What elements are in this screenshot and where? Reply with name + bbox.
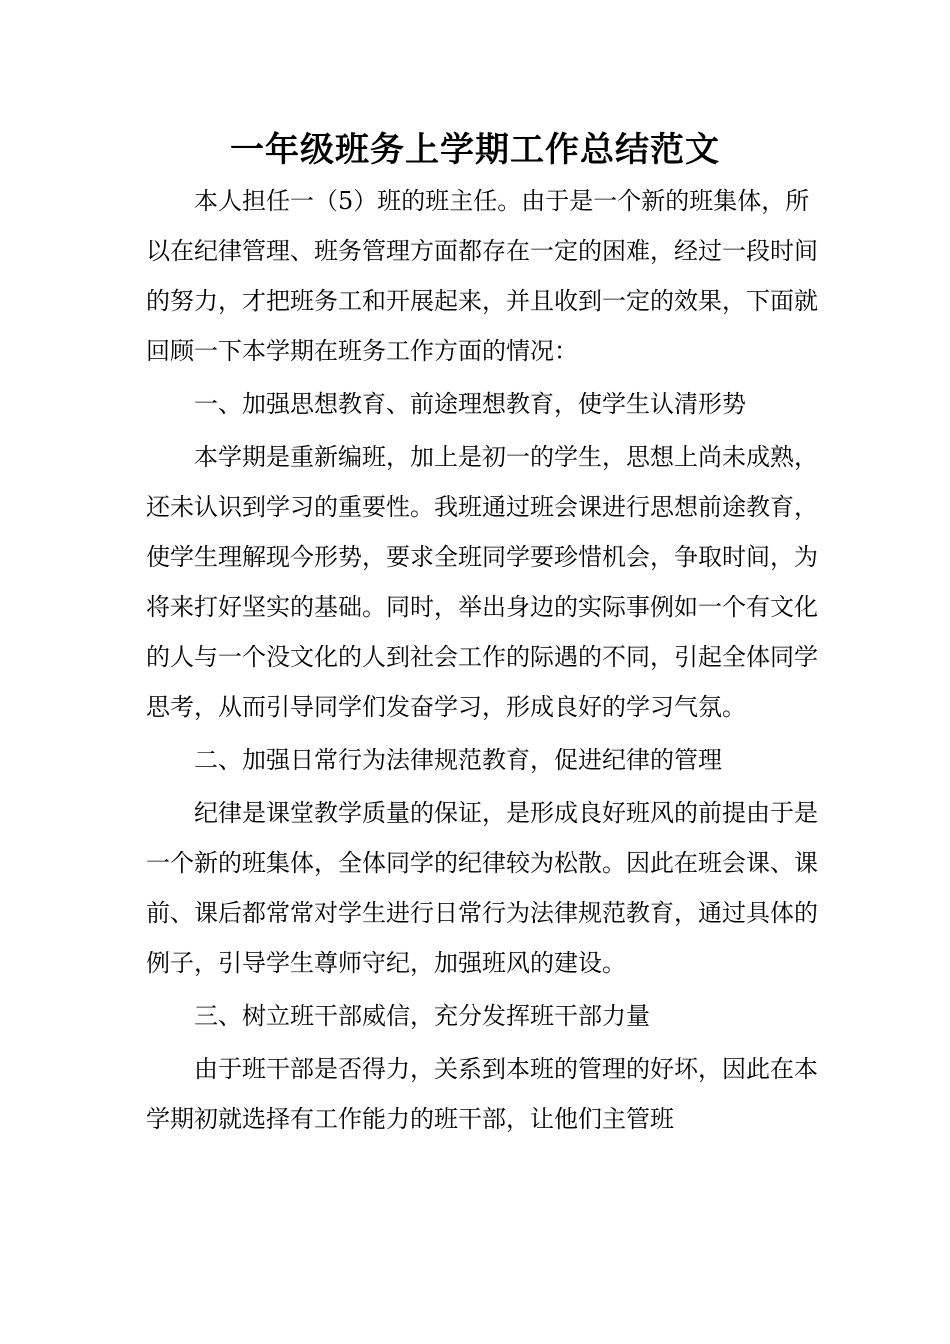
section-heading-2: 二、加强日常行为法律规范教育，促进纪律的管理: [194, 746, 722, 774]
paragraph-section-2: 纪律是课堂教学质量的保证，是形成良好班风的前提由于是一个新的班集体，全体同学的纪律较为松散。因此在班会课、课前、课后都常常对学生进行日常行为法律规范教育，通过具体的例子，引导学生尊师守纪，加强班风的建设。: [146, 799, 818, 977]
paragraph-intro: 本人担任一（5）班的班主任。由于是一个新的班集体，所以在纪律管理、班务管理方面都存在一定的困难，经过一段时间的努力，才把班务工和开展起来，并且收到一定的效果，下面就回顾一下本学期在班务工作方面的情况：: [146, 187, 818, 365]
section-heading-1: 一、加强思想教育、前途理想教育，使学生认清形势: [194, 390, 746, 418]
paragraph-section-1: 本学期是重新编班，加上是初一的学生，思想上尚未成熟，还未认识到学习的重要性。我班通过班会课进行思想前途教育，使学生理解现今形势，要求全班同学要珍惜机会，争取时间，为将来打好坚实的基础。同时，举出身边的实际事例如一个有文化的人与一个没文化的人到社会工作的际遇的不同，引起全体同学思考，从而引导同学们发奋学习，形成良好的学习气氛。: [146, 443, 818, 721]
section-heading-3: 三、树立班干部威信，充分发挥班干部力量: [194, 1002, 650, 1030]
document-title: 一年级班务上学期工作总结范文: [230, 130, 720, 170]
document-body: [146, 176, 818, 1144]
paragraph-section-3: 由于班干部是否得力，关系到本班的管理的好坏，因此在本学期初就选择有工作能力的班干部，让他们主管班: [146, 1055, 818, 1133]
